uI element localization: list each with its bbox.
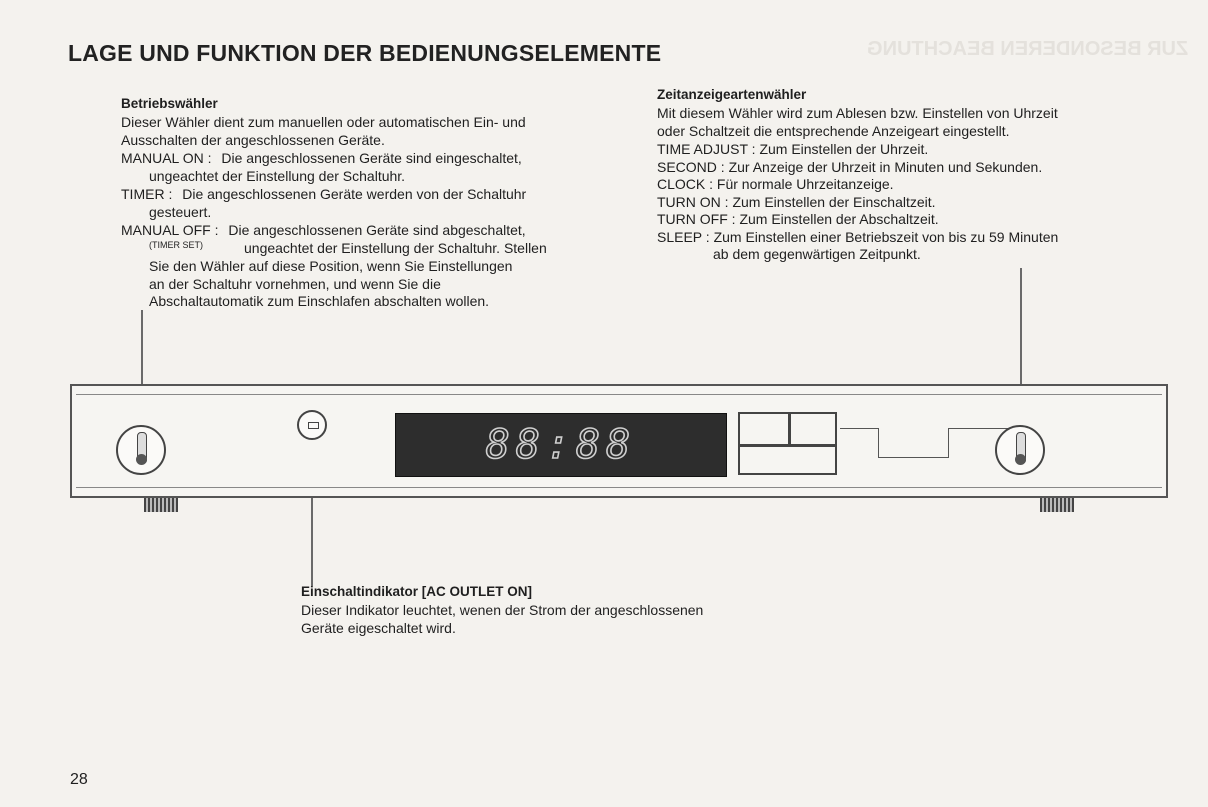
item-label: TIME ADJUST : <box>657 141 756 157</box>
betriebswahler-heading: Betriebswähler <box>121 96 218 111</box>
text-line: an der Schaltuhr vornehmen, und wenn Sie die <box>149 275 441 292</box>
manual-on-label: MANUAL ON : <box>121 150 212 166</box>
text-line: ungeachtet der Einstellung der Schaltuhr. Stellen <box>244 240 547 256</box>
timer-set-sublabel: (TIMER SET) <box>149 240 203 250</box>
time-adjust-entry <box>657 141 1058 159</box>
item-text: Zum Einstellen einer Betriebszeit von bis zu 59 Minuten <box>713 228 1059 245</box>
manual-on-entry <box>121 150 522 185</box>
item-label: CLOCK : <box>657 176 714 192</box>
slider-track-vert <box>878 428 879 458</box>
display-digits: 88:88 <box>485 422 637 468</box>
text-line: Mit diesem Wähler wird zum Ablesen bzw. Einstellen von Uhrzeit <box>657 105 1058 121</box>
text-line: oder Schaltzeit die entsprechende Anzeigeart eingestellt. <box>657 122 1010 139</box>
text-line: Sie den Wähler auf diese Position, wenn Sie Einstellungen <box>149 258 513 274</box>
indicator-lamp <box>308 422 319 429</box>
betriebswahler-intro <box>121 114 526 149</box>
ac-outlet-indicator <box>297 410 327 440</box>
slider-track-bottom <box>878 457 948 458</box>
slider-track-vert2 <box>948 428 949 458</box>
knob-pointer <box>1015 454 1026 465</box>
knob-pointer <box>136 454 147 465</box>
timer-label: TIMER : <box>121 186 173 202</box>
text-line: Abschaltautomatik zum Einschlafen abschalten wollen. <box>149 293 490 309</box>
turn-off-entry <box>657 211 1058 229</box>
item-text: Zum Einstellen der Abschaltzeit. <box>739 211 939 227</box>
text-line: Ausschalten der angeschlossenen Geräte. <box>121 131 385 148</box>
control-button-3[interactable] <box>738 445 837 475</box>
item-text: Zum Einstellen der Einschaltzeit. <box>732 193 936 210</box>
clock-display <box>395 413 727 477</box>
item-text: Für normale Uhrzeitanzeige. <box>716 176 894 192</box>
text-line: Die angeschlossenen Geräte sind abgeschaltet, <box>228 222 526 238</box>
time-mode-selector-knob[interactable] <box>995 425 1045 475</box>
device-foot-left <box>144 498 178 512</box>
item-label: SECOND : <box>657 158 725 175</box>
item-text: Zur Anzeige der Uhrzeit in Minuten und Sekunden. <box>728 158 1043 175</box>
item-label: TURN OFF : <box>657 211 736 227</box>
control-button-1[interactable] <box>738 412 790 446</box>
text-line: ungeachtet der Einstellung der Schaltuhr. <box>149 167 406 184</box>
mode-selector-knob[interactable] <box>116 425 166 475</box>
zeitanzeige-intro <box>657 105 1058 140</box>
item-label: SLEEP : <box>657 228 710 245</box>
text-line: Die angeschlossenen Geräte sind eingeschaltet, <box>221 150 522 166</box>
page-number: 28 <box>70 771 88 788</box>
manual-off-continuation <box>149 258 512 311</box>
text-line: Die angeschlossenen Geräte werden von der Schaltuhr <box>182 186 527 202</box>
text-line: gesteuert. <box>149 203 212 220</box>
sleep-continuation: ab dem gegenwärtigen Zeitpunkt. <box>713 246 921 262</box>
second-entry <box>657 159 1058 177</box>
item-text: Zum Einstellen der Uhrzeit. <box>759 141 929 157</box>
zeitanzeige-heading: Zeitanzeigeartenwähler <box>657 87 807 102</box>
turn-on-entry <box>657 194 1058 212</box>
manual-off-label: MANUAL OFF : <box>121 222 219 238</box>
text-line: Dieser Wähler dient zum manuellen oder automatischen Ein- und <box>121 114 526 130</box>
slider-track-left <box>840 428 878 429</box>
text-line: Geräte eigeschaltet wird. <box>301 619 456 636</box>
manual-off-entry <box>121 222 526 240</box>
item-label: TURN ON : <box>657 193 729 210</box>
zeitanzeige-items <box>657 141 1058 264</box>
device-foot-right <box>1040 498 1074 512</box>
sleep-entry <box>657 229 1058 247</box>
clock-entry <box>657 176 1058 194</box>
slider-track-right <box>948 428 1008 429</box>
page-title: LAGE UND FUNKTION DER BEDIENUNGSELEMENTE <box>68 40 662 66</box>
indikator-heading: Einschaltindikator [AC OUTLET ON] <box>301 584 533 599</box>
timer-entry <box>121 186 526 221</box>
indikator-text <box>301 602 703 637</box>
bleed-through-heading: ZUR BESONDEREN BEACHTUNG <box>866 38 1188 60</box>
control-button-2[interactable] <box>789 412 837 446</box>
text-line: Dieser Indikator leuchtet, wenen der Strom der angeschlossenen <box>301 602 704 618</box>
